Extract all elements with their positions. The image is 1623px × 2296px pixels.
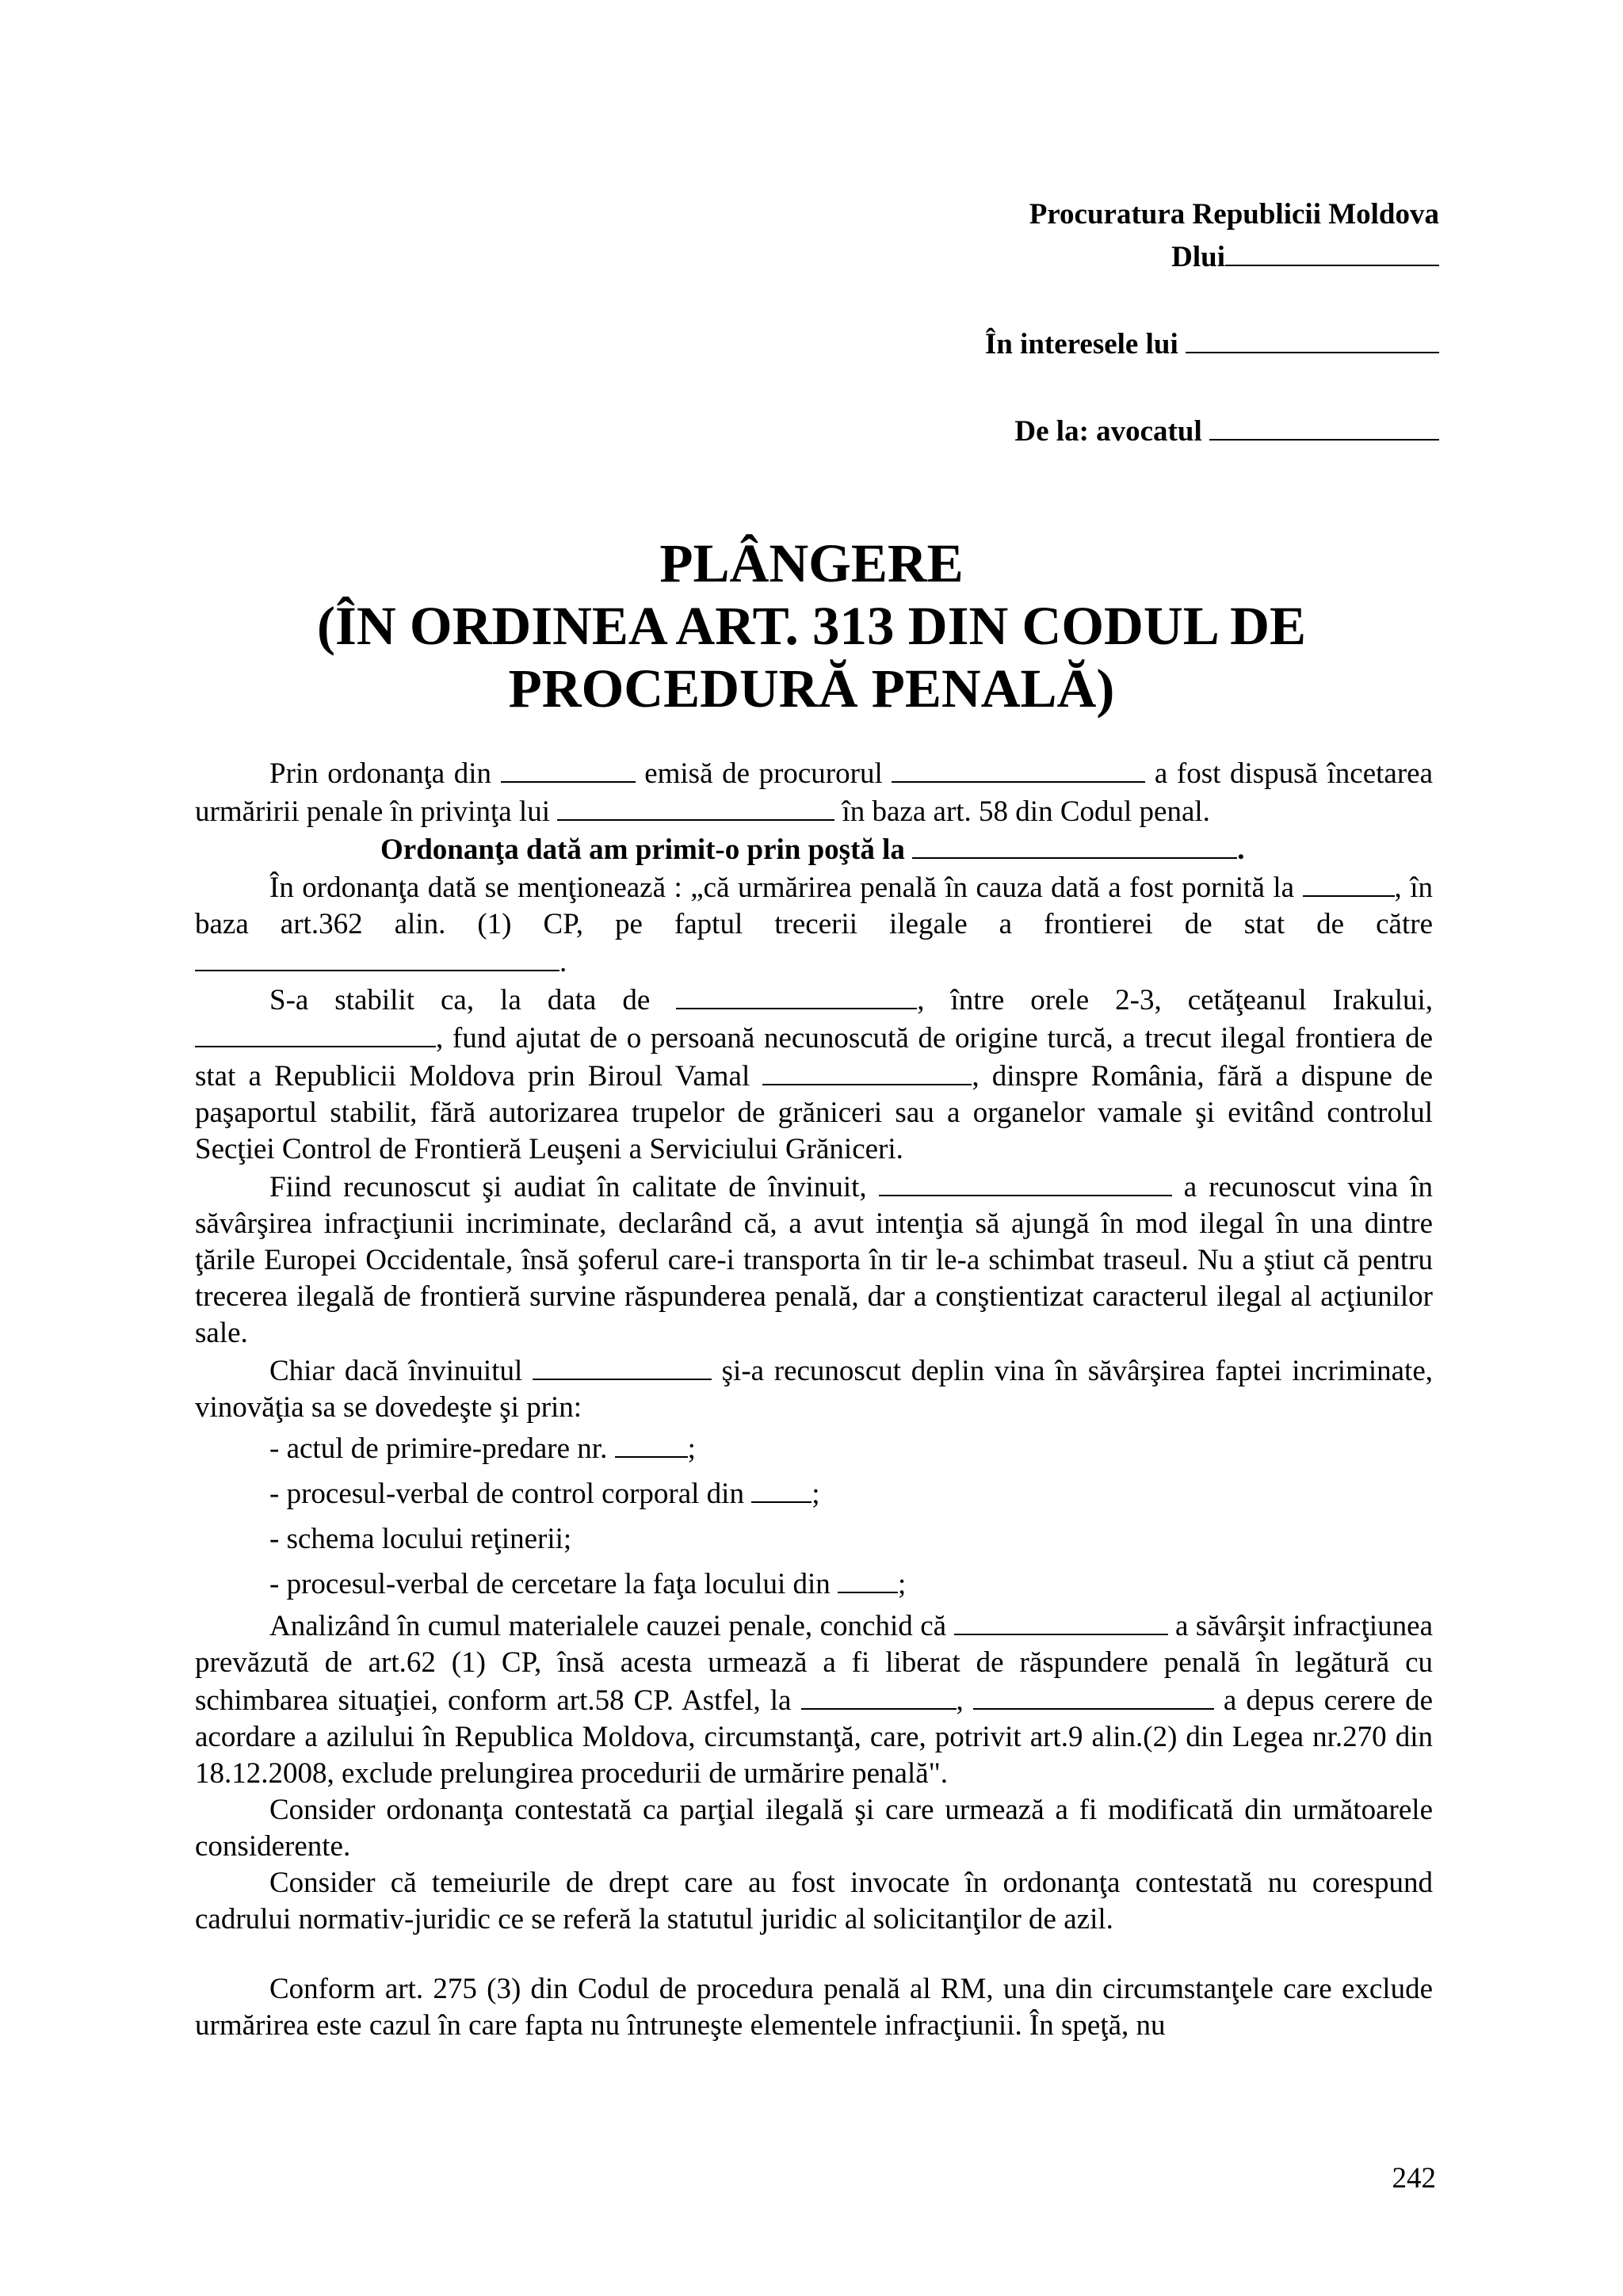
paragraph-3: În ordonanţa dată se menţionează : „că urmărirea penală în cauza dată a fost pornită la , în baza art.362 alin. (1) CP, pe faptul trecerii ilegale a frontierei de stat de către . bbox=[195, 868, 1433, 981]
interest-line: În interesele lui bbox=[726, 323, 1439, 366]
person-blank bbox=[557, 792, 834, 821]
page-number: 242 bbox=[1392, 2162, 1436, 2195]
accused-blank bbox=[879, 1168, 1172, 1196]
paragraph-9: Consider că temeiurile de drept care au fost invocate în ordonanţa contestată nu corespund cadrului normativ-juridic ce se referă la statutul juridic al solicitanţilor de azil. bbox=[195, 1867, 1433, 1936]
paragraph-1: Prin ordonanţa din emisă de procurorul a fost dispusă încetarea urmăririi penale în privinţa lui în baza art. 58 din Codul penal. bbox=[195, 754, 1433, 830]
evidence-item-3: - schema locului reţinerii; bbox=[269, 1523, 572, 1555]
paragraph-5: Fiind recunoscut şi audiat în calitate de învinuit, a recunoscut vina în săvârşirea infracţiunii incriminate, declarând că, a avut intenţia să ajungă în mod ilegal în una dintre ţările Europei Occidentale, însă şoferul care-i transporta în tir le-a schimbat traseul. Nu a ştiut că pentru trecerea ilegală de frontieră survine răspunderea penală, dar a conştientizat caracterul ilegal al acţiunilor sale. bbox=[195, 1168, 1433, 1352]
evidence-item-2: - procesul-verbal de control corporal din ; bbox=[195, 1471, 1433, 1516]
paragraph-2: Ordonanţa dată am primit-o prin poştă la . bbox=[195, 830, 1433, 868]
document-title bbox=[0, 532, 1623, 720]
from-line: De la: avocatul bbox=[726, 410, 1439, 453]
date-blank bbox=[501, 754, 636, 783]
paragraph-4: S-a stabilit ca, la data de , între orele 2-3, cetăţeanul Irakului, , fund ajutat de o persoană necunoscută de origine turcă, a trecut ilegal frontiera de stat a Republicii Moldova prin Biroul Vamal , dinspre România, fără a dispune de paşaportul stabilit, fără autorizarea trupelor de grăniceri sau a organelor vamale şi evitând controlul Secţiei Control de Frontieră Leuşeni a Serviciului Grăniceri. bbox=[195, 981, 1433, 1168]
title-line-1: PLÂNGERE bbox=[659, 533, 964, 593]
control-date-blank bbox=[751, 1474, 812, 1503]
customs-office-blank bbox=[762, 1057, 972, 1085]
addressee-line: Dlui bbox=[726, 236, 1439, 279]
event-date-blank bbox=[676, 981, 917, 1009]
interest-blank bbox=[1186, 325, 1439, 353]
prosecutor-blank bbox=[892, 754, 1145, 783]
evidence-item-1: - actul de primire-predare nr. ; bbox=[195, 1426, 1433, 1471]
title-line-2: (ÎN ORDINEA ART. 313 DIN CODUL DE bbox=[316, 596, 1307, 656]
addressee-block bbox=[726, 193, 1439, 453]
accused-name-blank bbox=[533, 1352, 712, 1380]
paragraph-7: Analizând în cumul materialele cauzei penale, conchid că a săvârşit infracţiunea prevăzută de art.62 (1) CP, însă acesta urmează a fi liberat de răspundere penală în legătură cu schimbarea situaţiei, conform art.58 CP. Astfel, la , a depus cerere de acordare a azilului în Republica Moldova, circumstanţă, care, potrivit art.9 alin.(2) din Legea nr.270 din 18.12.2008, exclude prelungirea procedurii de urmărire penală". bbox=[195, 1607, 1433, 1792]
received-date-blank bbox=[912, 830, 1237, 859]
document-body bbox=[195, 754, 1433, 2044]
paragraph-8: Consider ordonanţa contestată ca parţial ilegală şi care urmează a fi modificată din următoarele considerente. bbox=[195, 1794, 1433, 1863]
inspection-date-blank bbox=[838, 1565, 898, 1593]
from-blank bbox=[1209, 412, 1439, 441]
citizen-blank bbox=[195, 1019, 436, 1047]
paragraph-10: Conform art. 275 (3) din Codul de procedura penală al RM, una din circumstanţele care exclude urmărirea este cazul în care fapta nu întruneşte elementele infracţiunii. În speţă, nu bbox=[195, 1973, 1433, 2042]
paragraph-6: Chiar dacă învinuitul şi-a recunoscut deplin vina în săvârşirea faptei incriminate, vinovăţia sa se dovedeşte şi prin: bbox=[195, 1352, 1433, 1426]
offender-blank bbox=[195, 943, 559, 971]
act-number-blank bbox=[615, 1429, 688, 1458]
start-date-blank bbox=[1303, 868, 1395, 897]
title-line-3: PROCEDURĂ PENALĂ) bbox=[508, 658, 1115, 719]
evidence-item-4: - procesul-verbal de cercetare la faţa locului din ; bbox=[195, 1562, 1433, 1607]
asylum-date-blank bbox=[801, 1681, 957, 1710]
institution-line: Procuratura Republicii Moldova bbox=[1029, 198, 1439, 231]
applicant-blank bbox=[973, 1681, 1214, 1710]
addressee-blank bbox=[1225, 238, 1439, 266]
paragraph-gap bbox=[195, 1938, 1433, 1971]
perpetrator-blank bbox=[954, 1607, 1168, 1635]
